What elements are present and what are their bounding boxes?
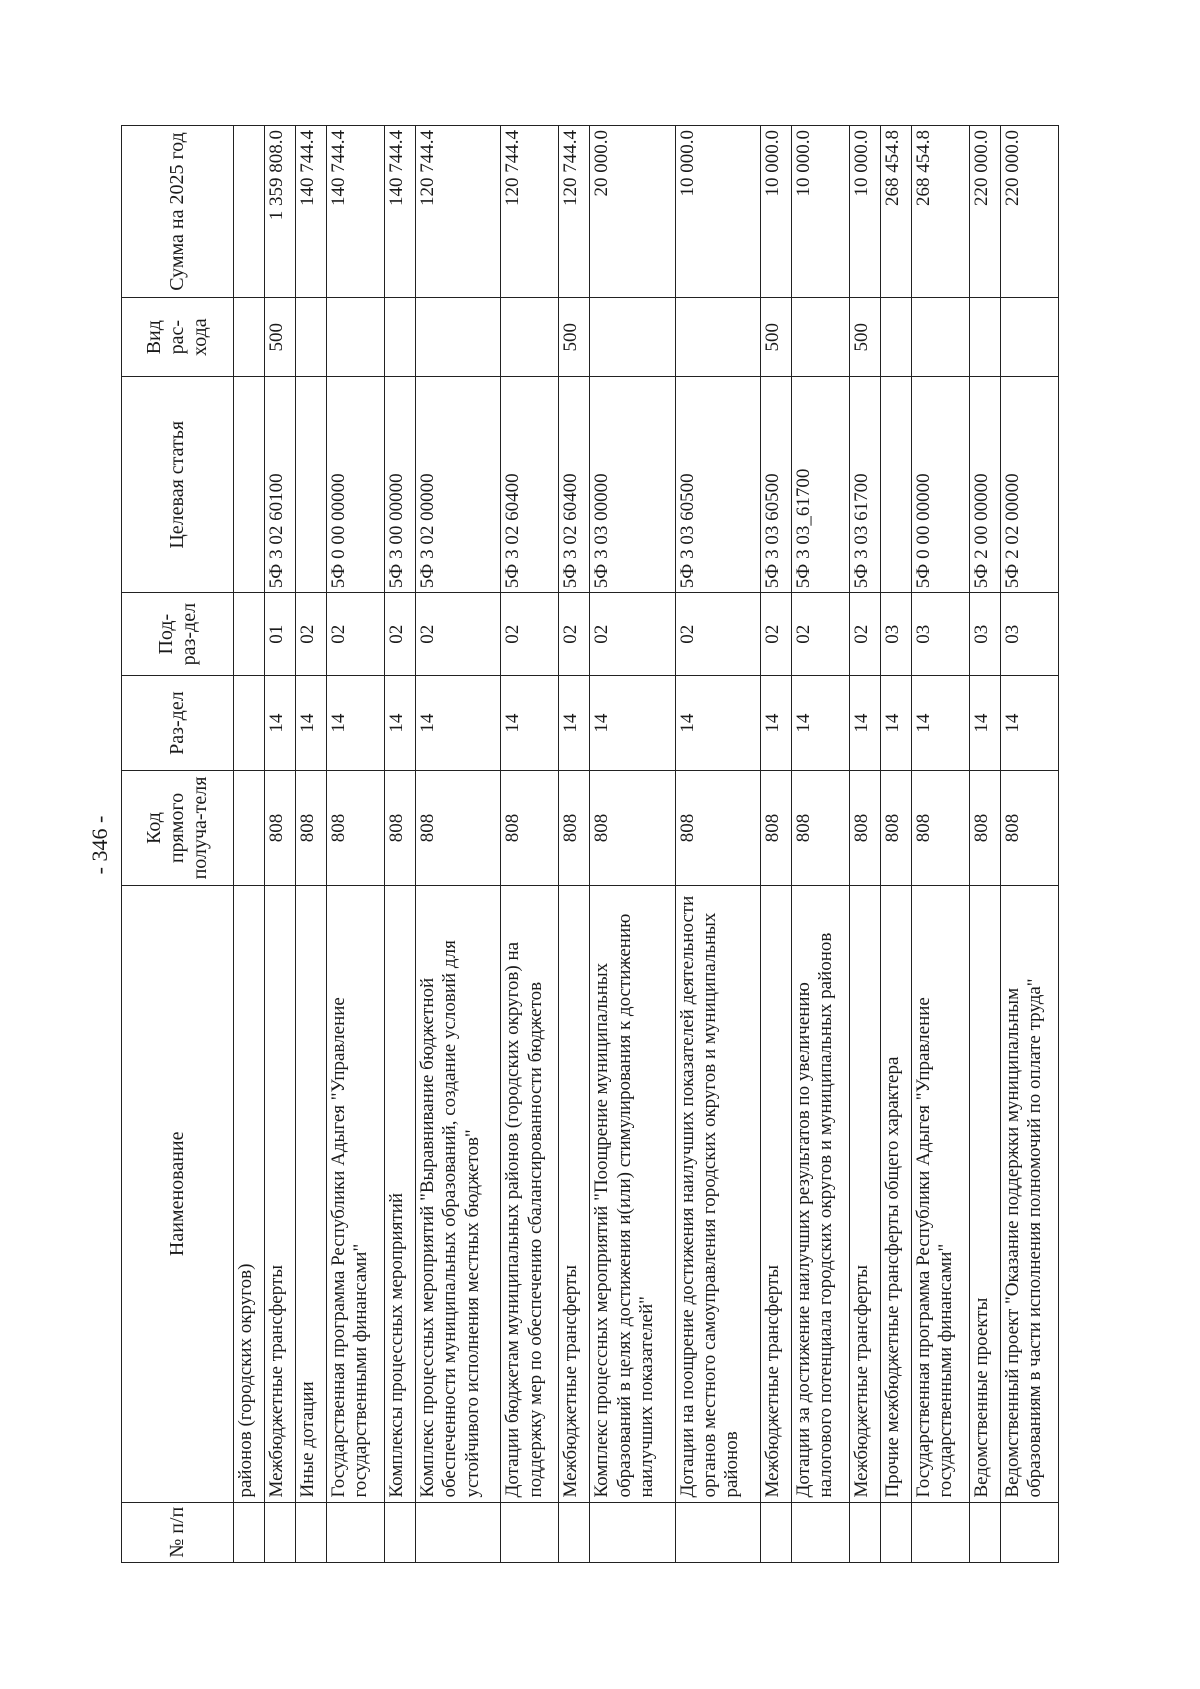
- row-expense-kind: [384, 297, 415, 376]
- row-target-article: 5Ф 3 02 60100: [264, 377, 295, 593]
- row-sum-2025: 120 744.4: [415, 126, 500, 298]
- budget-table: [121, 125, 1059, 1563]
- row-sum-2025: 1 359 808.0: [264, 126, 295, 298]
- row-section: [234, 676, 265, 771]
- table-row: [234, 126, 265, 1563]
- row-target-article: [295, 377, 326, 593]
- row-section: 14: [880, 676, 911, 771]
- table-body: [234, 126, 1059, 1563]
- row-subsection: 02: [384, 593, 415, 676]
- row-sum-2025: 220 000.0: [969, 126, 1000, 298]
- row-name: районов (городских округов): [234, 886, 265, 1503]
- row-target-article: 5Ф 2 00 00000: [969, 377, 1000, 593]
- row-number: [760, 1502, 791, 1562]
- row-number: [264, 1502, 295, 1562]
- row-number: [675, 1502, 760, 1562]
- row-section: 14: [1000, 676, 1058, 771]
- row-expense-kind: [1000, 297, 1058, 376]
- row-target-article: 5Ф 0 00 00000: [911, 377, 969, 593]
- row-expense-kind: [415, 297, 500, 376]
- table-row: [1000, 126, 1058, 1563]
- row-subsection: 02: [415, 593, 500, 676]
- row-expense-kind: 500: [559, 297, 590, 376]
- row-name: Государственная программа Республики Адыгея "Управление государственными финансами": [911, 886, 969, 1503]
- row-number: [1000, 1502, 1058, 1562]
- row-number: [295, 1502, 326, 1562]
- rotated-table-sheet: [121, 125, 1059, 1563]
- row-recipient-code: 808: [911, 771, 969, 886]
- row-target-article: 5Ф 3 02 00000: [415, 377, 500, 593]
- row-expense-kind: [880, 297, 911, 376]
- row-sum-2025: 268 454.8: [880, 126, 911, 298]
- row-number: [590, 1502, 675, 1562]
- row-recipient-code: 808: [880, 771, 911, 886]
- row-number: [791, 1502, 849, 1562]
- row-subsection: 02: [675, 593, 760, 676]
- row-subsection: 02: [559, 593, 590, 676]
- row-expense-kind: [501, 297, 559, 376]
- header-num: № п/п: [122, 1502, 234, 1562]
- header-name: Наименование: [122, 886, 234, 1503]
- table-row: [791, 126, 849, 1563]
- row-subsection: 02: [760, 593, 791, 676]
- row-section: 14: [911, 676, 969, 771]
- row-name: Межбюджетные трансферты: [559, 886, 590, 1503]
- row-expense-kind: [326, 297, 384, 376]
- row-section: 14: [295, 676, 326, 771]
- row-subsection: 02: [326, 593, 384, 676]
- row-sum-2025: 10 000.0: [849, 126, 880, 298]
- row-recipient-code: 808: [326, 771, 384, 886]
- header-expense-kind: Вид рас-хода: [122, 297, 234, 376]
- table-row: [559, 126, 590, 1563]
- row-name: Межбюджетные трансферты: [849, 886, 880, 1503]
- row-number: [969, 1502, 1000, 1562]
- row-section: 14: [501, 676, 559, 771]
- row-name: Дотации бюджетам муниципальных районов (городских округов) на поддержку мер по обеспечению сбалансированности бюджетов: [501, 886, 559, 1503]
- row-name: Межбюджетные трансферты: [760, 886, 791, 1503]
- header-section: Раз-дел: [122, 676, 234, 771]
- row-expense-kind: [590, 297, 675, 376]
- row-number: [559, 1502, 590, 1562]
- row-expense-kind: [675, 297, 760, 376]
- row-section: 14: [791, 676, 849, 771]
- table-row: [849, 126, 880, 1563]
- row-sum-2025: 220 000.0: [1000, 126, 1058, 298]
- row-target-article: 5Ф 2 02 00000: [1000, 377, 1058, 593]
- row-target-article: 5Ф 0 00 00000: [326, 377, 384, 593]
- row-sum-2025: [234, 126, 265, 298]
- row-recipient-code: 808: [760, 771, 791, 886]
- table-row: [880, 126, 911, 1563]
- table-row: [675, 126, 760, 1563]
- table-row: [590, 126, 675, 1563]
- table-row: [911, 126, 969, 1563]
- row-subsection: 02: [791, 593, 849, 676]
- header-subsection: Под-раз-дел: [122, 593, 234, 676]
- row-target-article: [880, 377, 911, 593]
- row-sum-2025: 140 744.4: [326, 126, 384, 298]
- row-recipient-code: 808: [501, 771, 559, 886]
- row-name: Ведомственный проект "Оказание поддержки муниципальным образованиям в части исполнения полномочий по оплате труда": [1000, 886, 1058, 1503]
- row-expense-kind: 500: [264, 297, 295, 376]
- row-sum-2025: 120 744.4: [501, 126, 559, 298]
- row-target-article: 5Ф 3 03_61700: [791, 377, 849, 593]
- row-number: [849, 1502, 880, 1562]
- table-row: [326, 126, 384, 1563]
- row-section: 14: [590, 676, 675, 771]
- row-subsection: 02: [295, 593, 326, 676]
- page-number: - 346 -: [87, 815, 112, 875]
- row-section: 14: [675, 676, 760, 771]
- row-target-article: 5Ф 3 02 60400: [559, 377, 590, 593]
- row-name: Ведомственные проекты: [969, 886, 1000, 1503]
- row-number: [880, 1502, 911, 1562]
- row-expense-kind: 500: [849, 297, 880, 376]
- row-subsection: [234, 593, 265, 676]
- row-name: Иные дотации: [295, 886, 326, 1503]
- row-name: Комплексы процессных мероприятий: [384, 886, 415, 1503]
- row-expense-kind: [295, 297, 326, 376]
- header-recipient-code: Код прямого получа-теля: [122, 771, 234, 886]
- row-section: 14: [326, 676, 384, 771]
- row-section: 14: [415, 676, 500, 771]
- table-row: [264, 126, 295, 1563]
- row-target-article: 5Ф 3 00 00000: [384, 377, 415, 593]
- row-sum-2025: 20 000.0: [590, 126, 675, 298]
- row-number: [384, 1502, 415, 1562]
- table-row: [969, 126, 1000, 1563]
- row-recipient-code: 808: [264, 771, 295, 886]
- row-name: Комплекс процессных мероприятий "Поощрение муниципальных образований в целях достижения и(или) стимулирования к достижению наилучших показателей": [590, 886, 675, 1503]
- row-recipient-code: 808: [969, 771, 1000, 886]
- row-recipient-code: 808: [1000, 771, 1058, 886]
- row-subsection: 02: [849, 593, 880, 676]
- row-expense-kind: [911, 297, 969, 376]
- row-subsection: 02: [590, 593, 675, 676]
- table-row: [501, 126, 559, 1563]
- row-expense-kind: [234, 297, 265, 376]
- row-section: 14: [384, 676, 415, 771]
- row-section: 14: [559, 676, 590, 771]
- row-target-article: [234, 377, 265, 593]
- row-target-article: 5Ф 3 03 60500: [675, 377, 760, 593]
- table-row: [760, 126, 791, 1563]
- row-name: Межбюджетные трансферты: [264, 886, 295, 1503]
- row-number: [501, 1502, 559, 1562]
- row-subsection: 02: [501, 593, 559, 676]
- row-number: [911, 1502, 969, 1562]
- row-recipient-code: 808: [415, 771, 500, 886]
- row-subsection: 01: [264, 593, 295, 676]
- row-target-article: 5Ф 3 02 60400: [501, 377, 559, 593]
- table-header: [122, 126, 234, 1563]
- row-recipient-code: 808: [675, 771, 760, 886]
- row-section: 14: [264, 676, 295, 771]
- row-recipient-code: 808: [384, 771, 415, 886]
- row-recipient-code: [234, 771, 265, 886]
- row-subsection: 03: [1000, 593, 1058, 676]
- row-recipient-code: 808: [295, 771, 326, 886]
- row-sum-2025: 120 744.4: [559, 126, 590, 298]
- row-target-article: 5Ф 3 03 61700: [849, 377, 880, 593]
- row-recipient-code: 808: [849, 771, 880, 886]
- header-target-article: Целевая статья: [122, 377, 234, 593]
- row-number: [234, 1502, 265, 1562]
- row-subsection: 03: [969, 593, 1000, 676]
- row-target-article: 5Ф 3 03 60500: [760, 377, 791, 593]
- row-expense-kind: [969, 297, 1000, 376]
- row-expense-kind: [791, 297, 849, 376]
- row-name: Государственная программа Республики Адыгея "Управление государственными финансами": [326, 886, 384, 1503]
- row-name: Прочие межбюджетные трансферты общего характера: [880, 886, 911, 1503]
- row-sum-2025: 140 744.4: [295, 126, 326, 298]
- row-sum-2025: 268 454.8: [911, 126, 969, 298]
- row-recipient-code: 808: [559, 771, 590, 886]
- row-recipient-code: 808: [791, 771, 849, 886]
- row-subsection: 03: [880, 593, 911, 676]
- row-subsection: 03: [911, 593, 969, 676]
- row-number: [415, 1502, 500, 1562]
- row-name: Дотации на поощрение достижения наилучших показателей деятельности органов местного самоуправления городских округов и муниципальных районов: [675, 886, 760, 1503]
- table-row: [295, 126, 326, 1563]
- row-expense-kind: 500: [760, 297, 791, 376]
- row-section: 14: [969, 676, 1000, 771]
- row-number: [326, 1502, 384, 1562]
- row-name: Дотации за достижение наилучших результатов по увеличению налогового потенциала городских округов и муниципальных районов: [791, 886, 849, 1503]
- row-section: 14: [849, 676, 880, 771]
- table-row: [415, 126, 500, 1563]
- header-sum-2025: Сумма на 2025 год: [122, 126, 234, 298]
- row-target-article: 5Ф 3 03 00000: [590, 377, 675, 593]
- row-recipient-code: 808: [590, 771, 675, 886]
- row-sum-2025: 10 000.0: [760, 126, 791, 298]
- row-sum-2025: 140 744.4: [384, 126, 415, 298]
- row-section: 14: [760, 676, 791, 771]
- row-sum-2025: 10 000.0: [675, 126, 760, 298]
- table-row: [384, 126, 415, 1563]
- row-name: Комплекс процессных мероприятий "Выравнивание бюджетной обеспеченности муниципальных образований, создание условий для устойчивого исполнения местных бюджетов": [415, 886, 500, 1503]
- row-sum-2025: 10 000.0: [791, 126, 849, 298]
